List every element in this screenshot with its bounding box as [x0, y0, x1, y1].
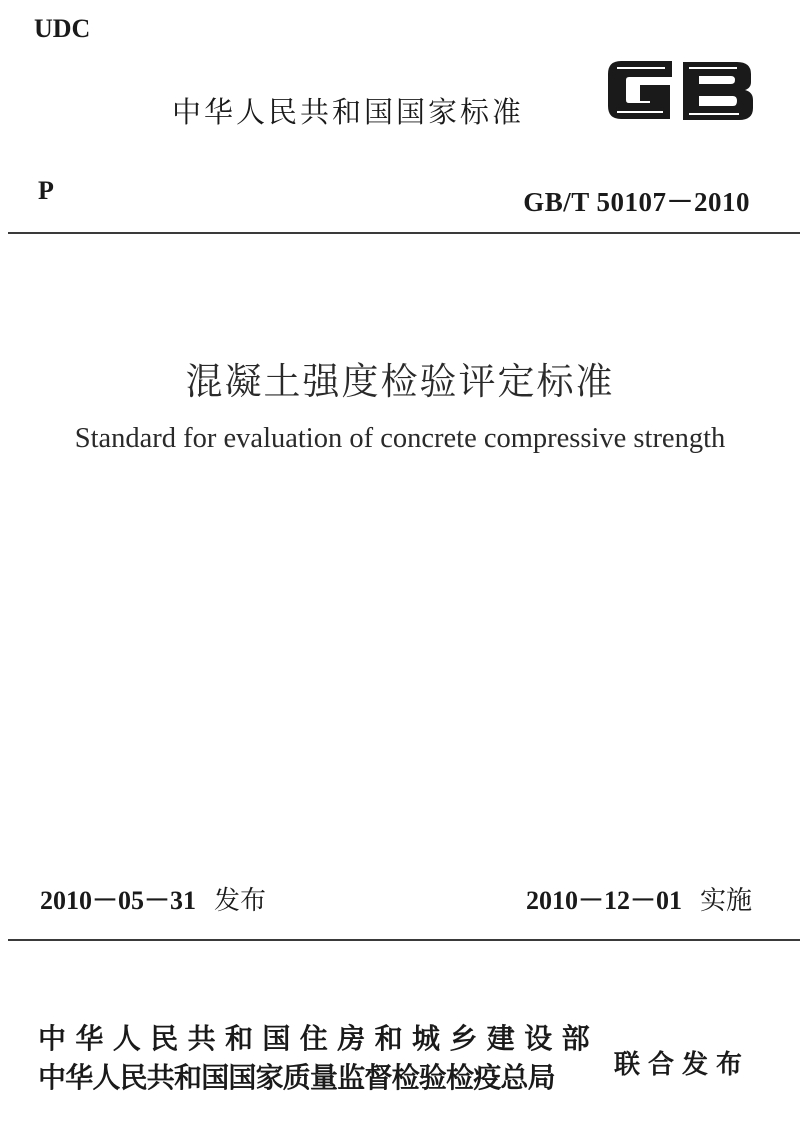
publisher-line-2: 中华人民共和国国家质量监督检验检疫总局 [38, 1061, 555, 1094]
issue-date: 2010－05－31 [40, 886, 197, 915]
bottom-divider [8, 939, 800, 941]
national-standard-heading: 中华人民共和国国家标准 [172, 95, 525, 129]
gb-logo-letter-g [609, 62, 671, 118]
issue-label: 发布 [214, 886, 267, 916]
implement-date: 2010－12－01 [525, 886, 682, 915]
top-divider [8, 232, 800, 234]
implement-label: 实施 [699, 886, 752, 916]
joint-issue-label: 联合发布 [614, 1050, 751, 1080]
title-chinese: 混凝土强度检验评定标准 [185, 360, 615, 403]
gb-logo [605, 52, 755, 128]
classification-code: P [38, 176, 54, 205]
implement-date-block [526, 880, 752, 917]
issue-date-block [40, 880, 266, 917]
publisher-line-1: 中华人民共和国住房和城乡建设部 [38, 1022, 600, 1055]
title-english: Standard for evaluation of concrete compressive strength [74, 423, 726, 454]
udc-label: UDC [34, 14, 91, 43]
gb-logo-letter-b [683, 62, 753, 120]
standard-number: GB/T 50107－2010 [523, 187, 750, 217]
